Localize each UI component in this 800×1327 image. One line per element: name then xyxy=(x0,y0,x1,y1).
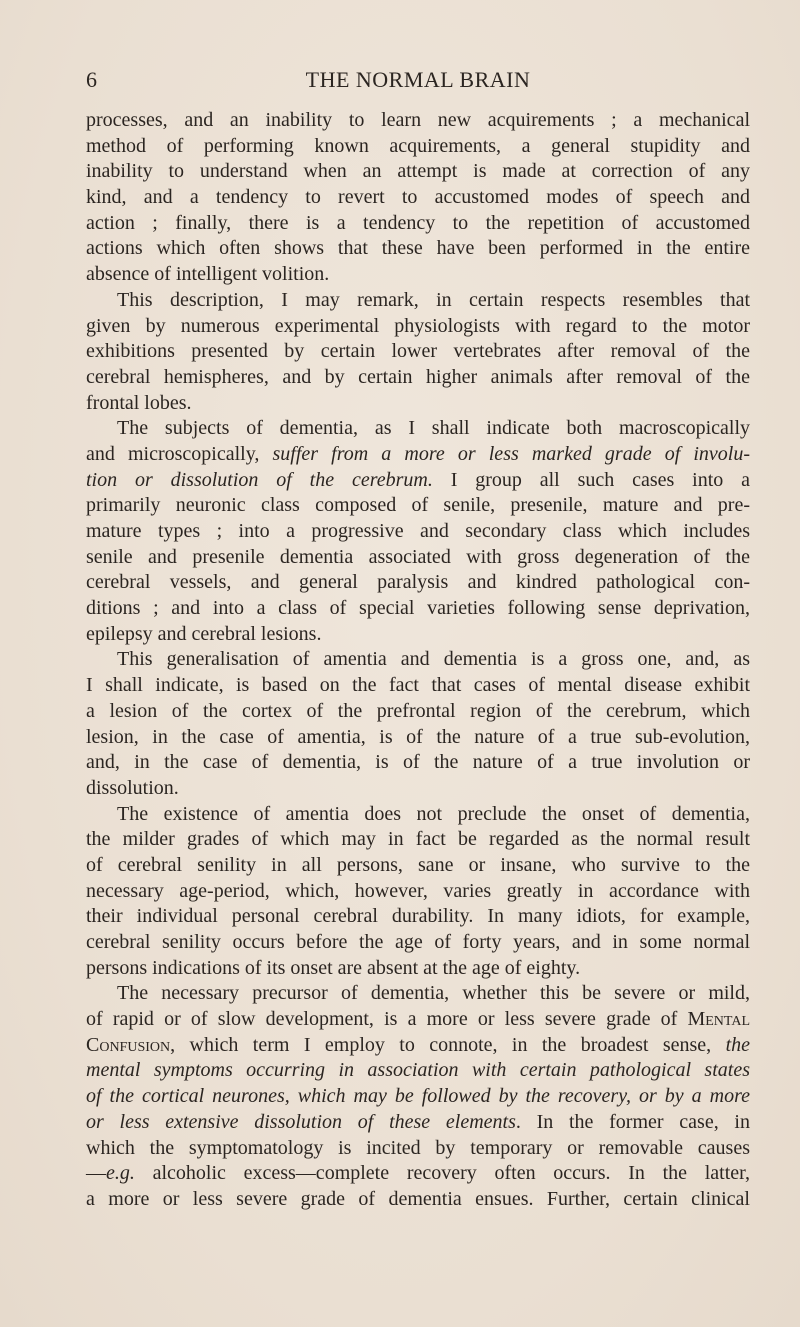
text-line xyxy=(86,391,750,417)
text-line xyxy=(86,622,750,648)
text-line xyxy=(86,519,750,545)
text: kind, and a tendency to revert to accustomed modes of speech and xyxy=(86,186,750,209)
text-line xyxy=(86,879,750,905)
text: persons indications of its onset are absent at the age of eighty. xyxy=(86,956,581,979)
text: action ; finally, there is a tendency to the repetition of accustomed xyxy=(86,211,750,234)
text: actions which often shows that these have been performed in the entire xyxy=(86,237,750,260)
text: — xyxy=(86,1162,106,1185)
italic-text: mental symptoms occurring in association with certain pathological states xyxy=(86,1059,750,1082)
text: alcoholic excess—complete recovery often occurs. In the latter, xyxy=(134,1162,750,1185)
text-line xyxy=(86,981,750,1007)
text: and microscopically, xyxy=(86,442,273,465)
running-title: THE NORMAL BRAIN xyxy=(305,67,531,92)
text: I shall indicate, is based on the fact that cases of mental disease exhibit xyxy=(86,674,750,697)
text-line xyxy=(86,1136,750,1162)
text: and, in the case of dementia, is of the nature of a true involution or xyxy=(86,751,750,774)
text-line xyxy=(86,468,750,494)
italic-text: of the cortical neurones, which may be followed by the recovery, or by a more xyxy=(86,1085,750,1108)
text: frontal lobes. xyxy=(86,391,192,414)
text: mature types ; into a progressive and secondary class which includes xyxy=(86,520,750,542)
text-line xyxy=(86,904,750,930)
text-line xyxy=(86,442,750,468)
text: epilepsy and cerebral lesions. xyxy=(86,622,322,645)
text-line xyxy=(86,853,750,879)
text-line xyxy=(86,108,750,134)
text-line xyxy=(86,314,750,340)
text-line xyxy=(86,159,750,185)
text-line xyxy=(86,416,750,442)
text-line xyxy=(86,185,750,211)
italic-text: suffer from a more or less marked grade of involu- xyxy=(272,442,751,465)
text: a lesion of the cortex of the prefrontal region of the cerebrum, which xyxy=(86,699,750,722)
text: exhibitions presented by certain lower vertebrates after removal of the xyxy=(86,340,750,363)
text: of cerebral senility in all persons, sane or insane, who survive to the xyxy=(86,853,750,876)
text: given by numerous experimental physiologists with regard to the motor xyxy=(86,314,750,337)
text: which the symptomatology is incited by temporary or removable causes xyxy=(86,1136,750,1159)
text: The necessary precursor of dementia, whether this be severe or mild, xyxy=(117,982,750,1005)
text-line xyxy=(86,827,750,853)
text-line xyxy=(86,236,750,262)
text: . In the former case, in xyxy=(515,1110,750,1133)
text: senile and presenile dementia associated with gross degeneration of the xyxy=(86,545,750,568)
text: processes, and an inability to learn new acquirements ; a mechanical xyxy=(86,109,750,131)
small-caps-term: Confusion xyxy=(86,1033,171,1056)
text: cerebral senility occurs before the age of forty years, and in some normal xyxy=(86,931,750,953)
text: inability to understand when an attempt is made at correction of any xyxy=(86,160,750,183)
text: This description, I may remark, in certain respects resembles that xyxy=(117,288,750,311)
text-line xyxy=(86,956,750,982)
small-caps-term: Mental xyxy=(687,1008,750,1031)
text: a more or less severe grade of dementia ensues. Further, certain clinical xyxy=(86,1187,750,1210)
text: method of performing known acquirements, a general stupidity and xyxy=(86,134,750,157)
text-line xyxy=(86,750,750,776)
text-line xyxy=(86,570,750,596)
text-line xyxy=(86,673,750,699)
text-line xyxy=(86,725,750,751)
text: I group all such cases into a xyxy=(432,468,750,491)
text-line xyxy=(86,1033,750,1059)
text-line xyxy=(86,802,750,828)
text-line xyxy=(86,1007,750,1033)
text: cerebral hemispheres, and by certain higher animals after removal of the xyxy=(86,365,750,388)
text: lesion, in the case of amentia, is of the nature of a true sub-evolution, xyxy=(86,725,750,748)
text: ditions ; and into a class of special varieties following sense deprivation, xyxy=(86,597,750,620)
text: dissolution. xyxy=(86,776,179,799)
text: absence of intelligent volition. xyxy=(86,263,330,286)
text: This generalisation of amentia and dementia is a gross one, and, as xyxy=(117,648,750,671)
text-line xyxy=(86,288,750,314)
italic-text: tion or dissolution of the cerebrum. xyxy=(86,468,433,491)
page-header xyxy=(86,67,750,93)
text-line xyxy=(86,647,750,673)
italic-text: the xyxy=(725,1033,750,1056)
text-line xyxy=(86,545,750,571)
text: necessary age-period, which, however, varies greatly in accordance with xyxy=(86,879,750,902)
text-line xyxy=(86,1110,750,1136)
text: , which term I employ to connote, in the broadest sense, xyxy=(170,1033,726,1056)
text-line xyxy=(86,1058,750,1084)
body-text xyxy=(86,108,750,1213)
text: primarily neuronic class composed of senile, presenile, mature and pre- xyxy=(86,494,750,517)
text-line xyxy=(86,134,750,160)
text: their individual personal cerebral durability. In many idiots, for example, xyxy=(86,905,750,928)
text-line xyxy=(86,1084,750,1110)
text-line xyxy=(86,930,750,956)
text-line xyxy=(86,493,750,519)
text-line xyxy=(86,776,750,802)
text-line xyxy=(86,699,750,725)
italic-text: or less extensive dissolution of these elements xyxy=(86,1110,516,1133)
text: The existence of amentia does not preclude the onset of dementia, xyxy=(117,802,750,825)
text-line xyxy=(86,1161,750,1187)
text-line xyxy=(86,339,750,365)
text-line xyxy=(86,365,750,391)
text: cerebral vessels, and general paralysis and kindred pathological con- xyxy=(86,571,750,594)
page-number: 6 xyxy=(86,67,97,92)
text-line xyxy=(86,211,750,237)
text-line xyxy=(86,1187,750,1213)
text: The subjects of dementia, as I shall indicate both macroscopically xyxy=(117,417,750,440)
italic-text: e.g. xyxy=(106,1162,135,1185)
text-line xyxy=(86,262,750,288)
text: of rapid or of slow development, is a more or less severe grade of xyxy=(86,1008,688,1031)
text-line xyxy=(86,596,750,622)
text: the milder grades of which may in fact be regarded as the normal result xyxy=(86,828,750,851)
